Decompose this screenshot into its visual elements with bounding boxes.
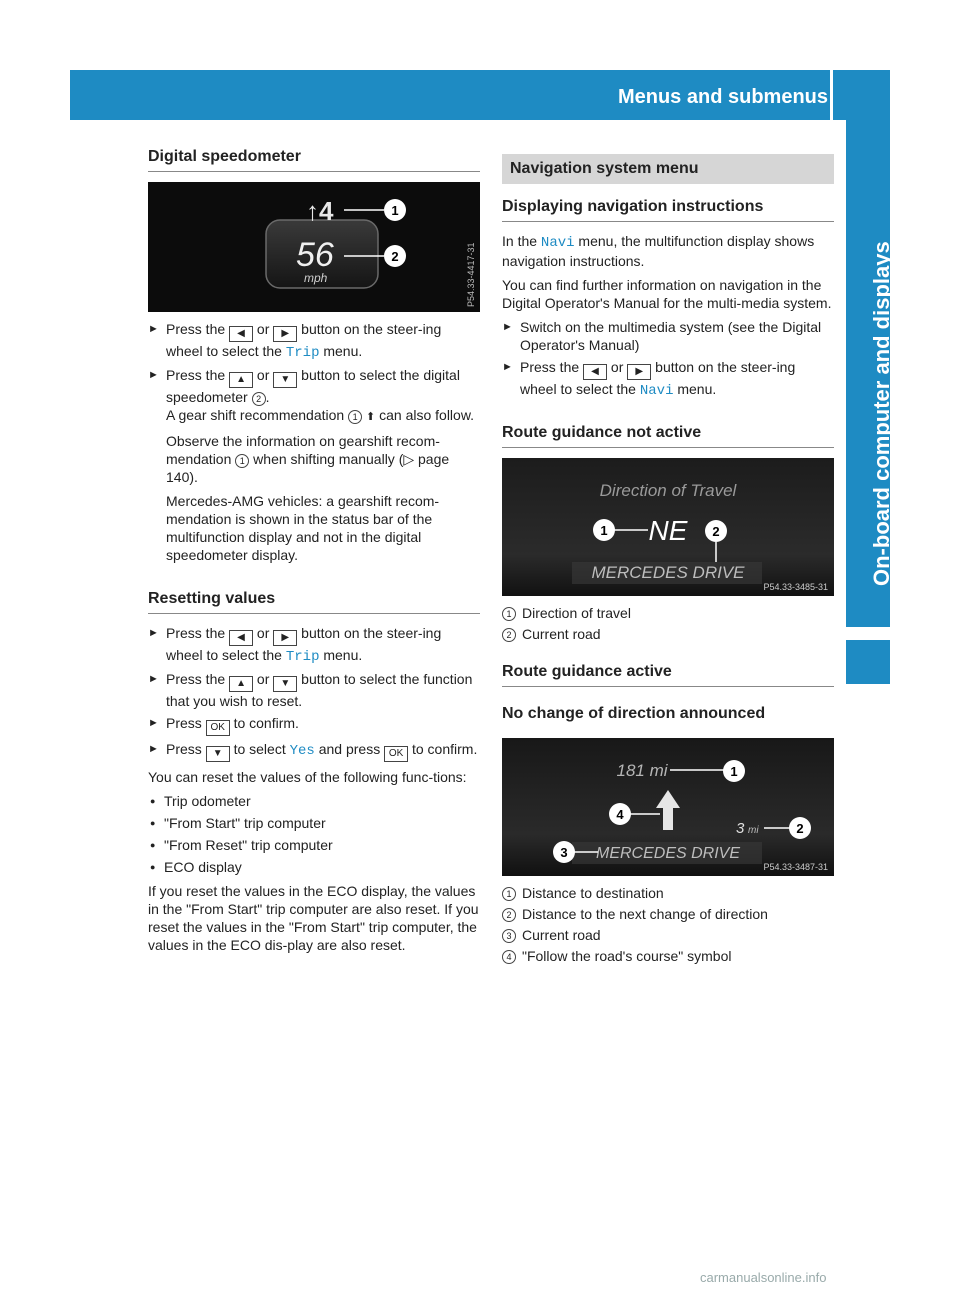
legend-item: 3 Current road <box>502 926 834 944</box>
current-road-name: MERCEDES DRIVE <box>591 563 745 582</box>
nav-step-1: ► Switch on the multimedia system (see the Digital Operator's Manual) <box>502 318 834 354</box>
callout-ref-1: 1 <box>235 454 249 468</box>
no-change-heading: No change of direction announced <box>502 705 766 722</box>
figure-code: P54.33-4417-31 <box>466 242 476 307</box>
left-column <box>148 148 480 960</box>
callout-3: 3 <box>560 845 568 860</box>
legend-item: 1 Direction of travel <box>502 604 834 622</box>
speedometer-heading: Digital speedometer <box>148 148 480 172</box>
callout-2: 2 <box>796 821 804 836</box>
next-change-unit: mi <box>748 825 759 836</box>
gearshift-up-icon: ⬆ <box>366 411 376 423</box>
legend-item: 2 Current road <box>502 625 834 643</box>
list-item: ● ECO display <box>148 858 480 876</box>
reset-intro: You can reset the values of the following func-tions: <box>148 769 467 785</box>
figure-code: P54.33-3485-31 <box>763 582 828 592</box>
watermark: carmanualsonline.info <box>700 1270 827 1285</box>
down-arrow-key: ▼ <box>273 372 297 388</box>
ok-key: OK <box>206 720 230 736</box>
route-active-figure <box>502 738 834 876</box>
up-arrow-key: ▲ <box>229 676 253 692</box>
next-change-distance: 3 <box>736 820 745 837</box>
right-column <box>502 148 834 968</box>
callout-2: 2 <box>712 524 720 539</box>
reset-heading: Resetting values <box>148 590 480 614</box>
callout-1: 1 <box>600 523 608 538</box>
speedo-step-2: ► Press the ▲ or ▼ button to select the digital speedometer 2 . A gear shift recommendation 1 ⬆ can also follow. <box>148 366 480 426</box>
menu-name-trip: Trip <box>285 649 320 665</box>
callout-2: 2 <box>391 249 399 264</box>
gear-indicator: ↑4 <box>306 196 334 226</box>
speedo-note-2: Mercedes-AMG vehicles: a gearshift recom-mendation is shown in the status bar of the multifunction display and not in the digital speedometer display. <box>166 493 440 563</box>
direction-value: NE <box>648 515 688 546</box>
reset-step-1: ► Press the ◀ or ▶ button on the steer-ing wheel to select the Trip menu. <box>148 624 480 666</box>
callout-1: 1 <box>730 764 738 779</box>
active-heading: Route guidance active <box>502 663 834 687</box>
legend-item: 1 Distance to destination <box>502 884 834 902</box>
direction-title: Direction of Travel <box>599 481 737 500</box>
callout-1: 1 <box>391 203 399 218</box>
callout-4: 4 <box>616 807 624 822</box>
route-not-active-figure <box>502 458 834 596</box>
speedo-step-1: ► Press the ◀ or ▶ button on the steer-ing wheel to select the Trip menu. <box>148 320 480 362</box>
right-arrow-key: ▶ <box>273 326 297 342</box>
left-arrow-key: ◀ <box>229 630 253 646</box>
left-arrow-key: ◀ <box>229 326 253 342</box>
chapter-tab-label: On-board computer and displays <box>869 241 894 586</box>
section-band: Navigation system menu <box>502 154 834 184</box>
callout-ref-1: 1 <box>348 410 362 424</box>
list-item: ● "From Reset" trip computer <box>148 836 480 854</box>
distance-to-destination: 181 mi <box>616 761 668 780</box>
reset-step-2: ► Press the ▲ or ▼ button to select the function that you wish to reset. <box>148 670 480 710</box>
option-yes: Yes <box>289 743 315 759</box>
nav-intro: In the Navi menu, the multifunction display shows navigation instructions. <box>502 233 815 269</box>
speed-value: 56 <box>296 236 334 274</box>
right-arrow-key: ▶ <box>273 630 297 646</box>
current-road-name: MERCEDES DRIVE <box>595 845 741 862</box>
reset-step-3: ► Press OK to confirm. <box>148 714 480 736</box>
menu-name-navi: Navi <box>540 235 575 251</box>
down-arrow-key: ▼ <box>273 676 297 692</box>
figure-code: P54.33-3487-31 <box>763 862 828 872</box>
nav-step-2: ► Press the ◀ or ▶ button on the steer-ing wheel to select the Navi menu. <box>502 358 834 400</box>
speedometer-figure <box>148 182 480 312</box>
left-arrow-key: ◀ <box>583 364 607 380</box>
up-arrow-key: ▲ <box>229 372 253 388</box>
reset-note: If you reset the values in the ECO display, the values in the "From Start" trip computer are also reset. If you reset the values in the "From Start" trip computer, the values in the ECO dis-play are also reset. <box>148 883 479 953</box>
nav-more-info: You can find further information on navigation in the Digital Operator's Manual for the multi-media system. <box>502 277 832 311</box>
ok-key: OK <box>384 746 408 762</box>
right-arrow-key: ▶ <box>627 364 651 380</box>
callout-ref-2: 2 <box>252 392 266 406</box>
section-title: Menus and submenus <box>617 86 828 108</box>
list-item: ● Trip odometer <box>148 792 480 810</box>
down-arrow-key: ▼ <box>206 746 230 762</box>
nav-heading: Displaying navigation instructions <box>502 198 834 222</box>
chapter-tab-marker <box>846 640 890 684</box>
not-active-heading: Route guidance not active <box>502 424 834 448</box>
legend-item: 2 Distance to the next change of direction <box>502 905 834 923</box>
menu-name-trip: Trip <box>285 345 320 361</box>
speed-unit: mph <box>304 271 328 285</box>
legend-item: 4 "Follow the road's course" symbol <box>502 947 834 965</box>
reset-step-4: ► Press ▼ to select Yes and press OK to confirm. <box>148 740 480 762</box>
speedo-note-1: Observe the information on gearshift recom-mendation 1 when shifting manually (▷ page 140). <box>166 433 450 485</box>
list-item: ● "From Start" trip computer <box>148 814 480 832</box>
menu-name-navi: Navi <box>639 383 674 399</box>
